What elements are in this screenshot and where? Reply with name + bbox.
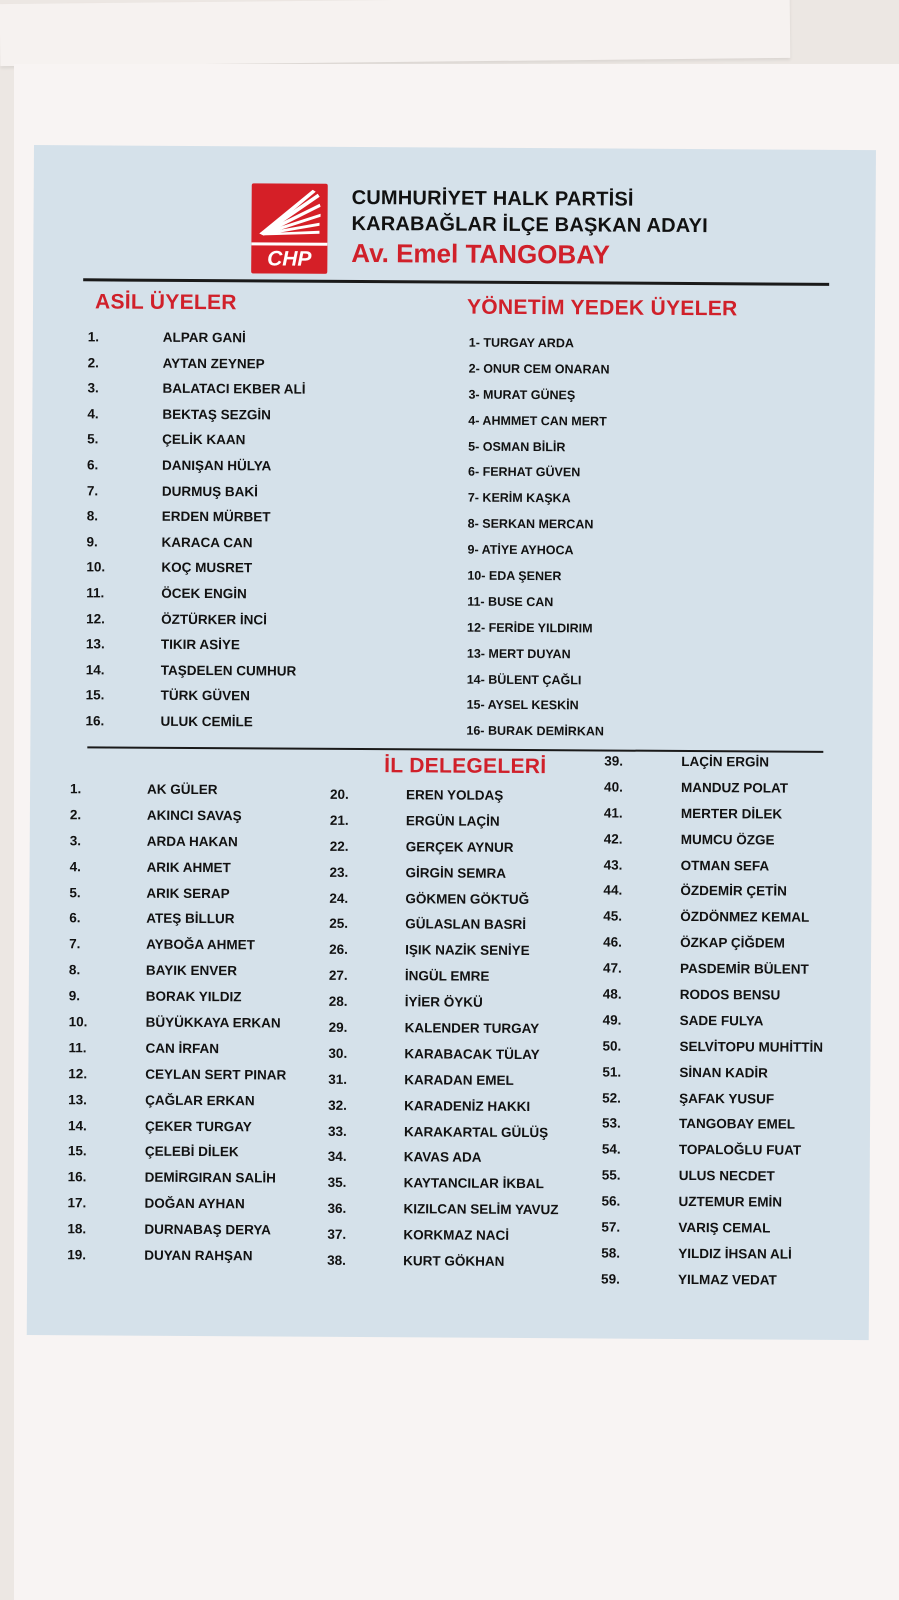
item-number: 18. [67, 1221, 87, 1237]
candidacy-title: KARABAĞLAR İLÇE BAŞKAN ADAYI [351, 212, 708, 238]
item-number: 27. [328, 968, 348, 984]
item-number: 19. [67, 1247, 87, 1263]
yedek-uye-row [469, 336, 610, 363]
chp-logo [251, 183, 328, 273]
section-divider [87, 746, 823, 752]
item-name: TAŞDELEN CUMHUR [160, 662, 297, 679]
item-name: OTMAN SEFA [680, 857, 770, 874]
item-text: 15- AYSEL KESKİN [466, 698, 579, 713]
item-number: 8. [68, 962, 81, 978]
item-number: 6. [87, 457, 99, 473]
item-name: ALPAR GANİ [162, 329, 246, 346]
yedek-uye-row [468, 439, 609, 466]
chp-logo-text: CHP [251, 242, 327, 273]
item-number: 1. [70, 781, 82, 797]
item-number: 43. [603, 857, 623, 873]
item-number: 39. [604, 753, 624, 769]
yedek-uyeler-title: YÖNETİM YEDEK ÜYELER [466, 295, 738, 321]
item-name: ERDEN MÜRBET [161, 508, 271, 525]
item-number: 46. [603, 934, 622, 950]
header-divider [83, 278, 829, 286]
item-text: 3- MURAT GÜNEŞ [468, 387, 576, 403]
item-name: AYBOĞA AHMET [146, 937, 255, 953]
yedek-uye-row [467, 672, 608, 699]
party-name: CUMHURİYET HALK PARTİSİ [351, 186, 634, 211]
item-number: 14. [67, 1117, 87, 1133]
item-name: TANGOBAY EMEL [678, 1116, 796, 1133]
item-text: 4- AHMMET CAN MERT [468, 413, 607, 429]
item-text: 16- BURAK DEMİRKAN [466, 724, 604, 739]
item-number: 4. [69, 858, 81, 874]
item-number: 38. [327, 1252, 347, 1268]
yedek-uye-row [468, 517, 609, 544]
item-name: ÖZDEMİR ÇETİN [680, 883, 787, 900]
item-name: ULUS NECDET [678, 1168, 775, 1184]
item-text: 2- ONUR CEM ONARAN [468, 361, 610, 377]
item-number: 13. [85, 636, 105, 652]
yedek-uye-row [467, 620, 608, 647]
yedek-uye-row [467, 595, 608, 622]
item-name: KAVAS ADA [403, 1149, 482, 1166]
item-name: MUMCU ÖZGE [680, 831, 775, 848]
yedek-uye-row [468, 413, 609, 440]
item-number: 50. [602, 1038, 622, 1054]
item-name: SİNAN KADİR [679, 1064, 768, 1081]
item-number: 3. [87, 380, 99, 396]
item-number: 9. [86, 534, 98, 550]
item-name: BEKTAŞ SEZGİN [162, 406, 271, 423]
item-name: YILDIZ İHSAN ALİ [678, 1245, 792, 1262]
item-number: 24. [329, 890, 349, 906]
item-name: AKINCI SAVAŞ [146, 807, 242, 824]
item-name: GERÇEK AYNUR [405, 839, 514, 855]
item-name: MERTER DİLEK [680, 805, 783, 822]
item-number: 26. [329, 942, 348, 958]
yedek-uye-row [467, 569, 608, 596]
delegeler-column-2 [327, 786, 559, 1279]
delegeler-column-3 [601, 753, 824, 1297]
item-name: BALATACI EKBER ALİ [162, 380, 306, 397]
yedek-uye-row [466, 724, 607, 751]
delegeler-column-1 [67, 781, 287, 1273]
item-number: 51. [602, 1064, 622, 1080]
item-number: 15. [85, 687, 105, 703]
item-number: 37. [327, 1226, 347, 1243]
item-name: GÖKMEN GÖKTUĞ [405, 890, 530, 907]
item-number: 7. [69, 936, 81, 952]
item-number: 2. [87, 354, 99, 370]
item-number: 35. [327, 1175, 347, 1191]
item-name: KURT GÖKHAN [403, 1253, 505, 1269]
item-name: KIZILCAN SELİM YAVUZ [403, 1201, 559, 1218]
item-number: 5. [87, 431, 99, 447]
item-name: DURNABAŞ DERYA [144, 1221, 271, 1238]
item-text: 9- ATİYE AYHOCA [467, 542, 574, 558]
item-number: 52. [602, 1090, 622, 1106]
item-name: EREN YOLDAŞ [405, 787, 504, 803]
candidate-name: Av. Emel TANGOBAY [351, 237, 611, 270]
item-name: LAÇİN ERGİN [681, 753, 770, 770]
item-number: 1. [87, 329, 100, 345]
item-number: 29. [328, 1019, 348, 1035]
item-number: 11. [68, 1040, 87, 1056]
item-name: İNGÜL EMRE [404, 968, 490, 985]
item-number: 44. [603, 882, 623, 899]
item-number: 56. [601, 1193, 621, 1209]
item-name: IŞIK NAZİK SENİYE [405, 942, 530, 959]
item-text: 1- TURGAY ARDA [468, 335, 574, 351]
il-delegeleri-title: İL DELEGELERİ [384, 754, 547, 779]
item-name: ÇELEBİ DİLEK [144, 1144, 239, 1160]
item-number: 7. [86, 482, 99, 498]
item-name: ULUK CEMİLE [160, 713, 253, 730]
item-name: KAYTANCILAR İKBAL [403, 1175, 544, 1192]
item-number: 14. [85, 662, 105, 678]
item-name: ARDA HAKAN [146, 833, 238, 850]
item-text: 11- BUSE CAN [467, 594, 554, 610]
item-number: 48. [602, 986, 622, 1002]
item-number: 31. [328, 1071, 348, 1087]
item-number: 16. [85, 713, 105, 729]
item-number: 58. [601, 1245, 621, 1261]
item-name: RODOS BENSU [679, 986, 781, 1003]
item-number: 40. [604, 779, 623, 795]
item-name: KARADAN EMEL [404, 1072, 514, 1088]
item-name: BAYIK ENVER [145, 962, 238, 979]
item-name: SADE FULYA [679, 1012, 764, 1029]
item-text: 13- MERT DUYAN [466, 646, 571, 661]
item-name: ÇAĞLAR ERKAN [145, 1092, 255, 1109]
item-number: 57. [601, 1219, 621, 1235]
item-number: 13. [68, 1091, 87, 1108]
item-number: 47. [602, 960, 622, 976]
item-number: 9. [68, 988, 81, 1004]
asil-uyeler-title: ASİL ÜYELER [94, 290, 237, 315]
yedek-uye-row [466, 698, 607, 725]
item-name: BÜYÜKKAYA ERKAN [145, 1014, 281, 1031]
item-number: 5. [69, 884, 81, 900]
item-number: 53. [601, 1115, 621, 1132]
item-name: ATEŞ BİLLUR [146, 911, 235, 927]
yedek-uye-row [468, 465, 609, 492]
item-number: 10. [86, 559, 106, 575]
item-name: KARAKARTAL GÜLÜŞ [403, 1123, 549, 1140]
item-text: 6- FERHAT GÜVEN [467, 465, 581, 480]
asil-uyeler-list [85, 329, 306, 738]
item-number: 12. [68, 1066, 88, 1082]
item-name: TÜRK GÜVEN [160, 688, 250, 704]
item-number: 42. [603, 831, 623, 847]
flyer-header [351, 185, 708, 271]
item-number: 25. [329, 916, 349, 932]
item-name: ÖZDÖNMEZ KEMAL [680, 909, 810, 926]
item-text: 8- SERKAN MERCAN [467, 516, 594, 532]
item-name: İYİER ÖYKÜ [404, 994, 483, 1010]
item-number: 16. [67, 1169, 87, 1185]
item-name: KARACA CAN [161, 534, 253, 551]
background-paper-top [0, 0, 790, 66]
yedek-uyeler-list [466, 336, 610, 751]
item-name: YILMAZ VEDAT [678, 1271, 777, 1288]
item-name: UZTEMUR EMİN [678, 1194, 783, 1210]
item-number: 20. [329, 786, 349, 802]
item-number: 11. [86, 585, 105, 601]
item-name: TIKIR ASİYE [160, 636, 241, 653]
item-name: ARIK AHMET [146, 859, 231, 875]
item-name: KOÇ MUSRET [161, 560, 253, 576]
candidate-list-flyer [27, 145, 876, 1340]
item-name: ÖCEK ENGİN [161, 585, 247, 602]
item-number: 15. [67, 1143, 87, 1159]
item-name: PASDEMİR BÜLENT [679, 961, 809, 977]
item-name: ÖZTÜRKER İNCİ [161, 611, 267, 627]
item-text: 10- EDA ŞENER [467, 568, 562, 584]
item-text: 7- KERİM KAŞKA [467, 491, 571, 506]
item-number: 45. [603, 908, 623, 924]
item-number: 49. [602, 1012, 622, 1028]
item-name: ARIK SERAP [146, 885, 230, 901]
item-name: KARADENİZ HAKKI [404, 1097, 531, 1114]
item-name: KALENDER TURGAY [404, 1020, 540, 1037]
item-number: 17. [67, 1195, 87, 1211]
item-name: GİRGİN SEMRA [405, 864, 507, 881]
item-name: ERGÜN LAÇİN [405, 813, 500, 829]
item-name: KARABACAK TÜLAY [404, 1046, 540, 1063]
six-arrows-logo-icon [257, 189, 321, 235]
item-number: 22. [329, 838, 349, 854]
item-name: ÇELİK KAAN [162, 432, 246, 448]
item-number: 33. [327, 1123, 347, 1139]
yedek-uye-row [469, 362, 610, 389]
item-name: DURMUŞ BAKİ [161, 483, 258, 499]
yedek-uye-row [468, 491, 609, 518]
item-name: VARIŞ CEMAL [678, 1219, 771, 1236]
yedek-uye-row [468, 387, 609, 414]
item-number: 55. [601, 1167, 621, 1183]
item-name: DEMİRGIRAN SALİH [144, 1170, 276, 1186]
item-name: DOĞAN AYHAN [144, 1195, 245, 1212]
item-name: BORAK YILDIZ [145, 988, 242, 1005]
item-number: 30. [328, 1045, 348, 1061]
item-name: DUYAN RAHŞAN [144, 1247, 253, 1264]
item-name: MANDUZ POLAT [681, 779, 789, 796]
item-number: 34. [327, 1149, 347, 1165]
item-name: DANIŞAN HÜLYA [162, 457, 272, 474]
yedek-uye-row [467, 646, 608, 673]
item-number: 8. [86, 508, 99, 524]
item-name: SELVİTOPU MUHİTTİN [679, 1038, 824, 1055]
item-text: 14- BÜLENT ÇAĞLI [466, 672, 582, 687]
item-number: 32. [328, 1097, 347, 1113]
item-text: 5- OSMAN BİLİR [468, 439, 566, 454]
item-number: 36. [327, 1201, 347, 1217]
item-number: 23. [329, 864, 349, 880]
item-name: ŞAFAK YUSUF [679, 1090, 775, 1107]
item-name: AK GÜLER [147, 781, 218, 798]
item-name: ÇEKER TURGAY [144, 1118, 252, 1134]
item-number: 21. [329, 812, 349, 828]
item-number: 2. [69, 807, 82, 823]
item-text: 12- FERİDE YILDIRIM [467, 620, 593, 636]
item-name: AYTAN ZEYNEP [162, 355, 265, 372]
item-name: GÜLASLAN BASRİ [405, 916, 527, 933]
item-name: KORKMAZ NACİ [403, 1227, 510, 1244]
item-name: CEYLAN SERT PINAR [145, 1066, 287, 1083]
item-number: 3. [69, 833, 82, 849]
item-number: 4. [87, 406, 99, 422]
item-name: CAN İRFAN [145, 1040, 220, 1057]
item-number: 10. [68, 1014, 88, 1030]
item-name: ÖZKAP ÇİĞDEM [680, 935, 785, 951]
item-number: 54. [601, 1141, 621, 1157]
item-number: 41. [603, 805, 623, 821]
item-number: 6. [69, 910, 81, 926]
item-number: 59. [601, 1271, 620, 1287]
item-number: 12. [86, 610, 105, 626]
item-name: TOPALOĞLU FUAT [678, 1142, 802, 1159]
item-number: 28. [328, 993, 348, 1010]
yedek-uye-row [467, 543, 608, 570]
